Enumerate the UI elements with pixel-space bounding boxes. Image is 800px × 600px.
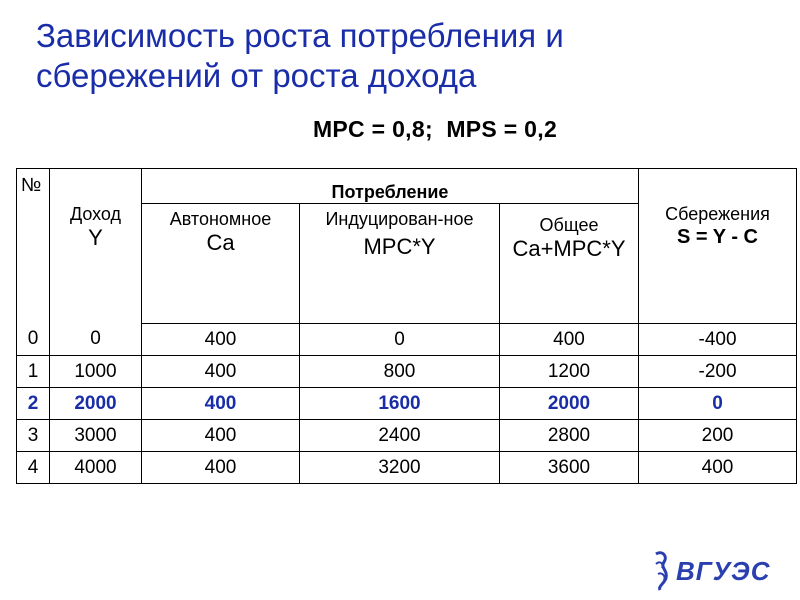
table-row bbox=[17, 324, 797, 356]
cell-income: 1000 bbox=[50, 356, 142, 388]
cell-savings: 0 bbox=[639, 388, 797, 420]
cell-autonomous: 400 bbox=[142, 356, 300, 388]
header-income bbox=[50, 169, 142, 324]
cell-income: 4000 bbox=[50, 452, 142, 484]
header-induced bbox=[300, 204, 500, 324]
cell-no: 3 bbox=[17, 420, 50, 452]
table-row-highlighted bbox=[17, 388, 797, 420]
cell-savings: -200 bbox=[639, 356, 797, 388]
header-income-symbol: Y bbox=[88, 225, 103, 250]
cell-no: 1 bbox=[17, 356, 50, 388]
cell-income: 2000 bbox=[50, 388, 142, 420]
header-total-symbol: Ca+MPC*Y bbox=[512, 236, 626, 261]
header-no: № bbox=[17, 169, 50, 324]
header-total-label: Общее bbox=[539, 215, 599, 235]
university-emblem-icon bbox=[652, 550, 674, 592]
cell-total: 1200 bbox=[500, 356, 639, 388]
subtitle-mps: MPS = 0,2 bbox=[446, 116, 558, 142]
header-savings-symbol: S = Y - C bbox=[677, 226, 758, 248]
header-autonomous bbox=[142, 204, 300, 324]
cell-autonomous: 400 bbox=[142, 420, 300, 452]
header-income-label: Доход bbox=[69, 204, 122, 224]
header-savings-label: Сбережения bbox=[665, 204, 770, 224]
slide-title bbox=[36, 16, 564, 96]
header-induced-symbol: MPC*Y bbox=[363, 234, 436, 259]
cell-induced: 0 bbox=[300, 324, 500, 356]
cell-induced: 2400 bbox=[300, 420, 500, 452]
consumption-savings-table bbox=[16, 168, 797, 484]
cell-savings: -400 bbox=[639, 324, 797, 356]
table-row bbox=[17, 452, 797, 484]
cell-autonomous: 400 bbox=[142, 452, 300, 484]
cell-no: 0 bbox=[17, 324, 50, 356]
table-row bbox=[17, 356, 797, 388]
header-autonomous-label: Автономное bbox=[169, 209, 272, 229]
cell-income: 3000 bbox=[50, 420, 142, 452]
cell-income: 0 bbox=[50, 324, 142, 356]
cell-total: 2000 bbox=[500, 388, 639, 420]
subtitle-mpc: MPC = 0,8; bbox=[312, 116, 433, 142]
cell-total: 2800 bbox=[500, 420, 639, 452]
cell-total: 3600 bbox=[500, 452, 639, 484]
cell-savings: 400 bbox=[639, 452, 797, 484]
cell-autonomous: 400 bbox=[142, 388, 300, 420]
table-row bbox=[17, 420, 797, 452]
cell-induced: 3200 bbox=[300, 452, 500, 484]
cell-savings: 200 bbox=[639, 420, 797, 452]
cell-induced: 800 bbox=[300, 356, 500, 388]
cell-total: 400 bbox=[500, 324, 639, 356]
header-induced-label: Индуцирован-ное bbox=[325, 209, 474, 229]
header-consumption-group: Потребление bbox=[142, 169, 639, 204]
logo-text: ВГУЭС bbox=[676, 556, 771, 586]
university-logo bbox=[652, 550, 782, 592]
cell-no: 2 bbox=[17, 388, 50, 420]
slide-title-line1: Зависимость роста потребления и bbox=[36, 17, 564, 54]
cell-autonomous: 400 bbox=[142, 324, 300, 356]
cell-induced: 1600 bbox=[300, 388, 500, 420]
header-total bbox=[500, 204, 639, 324]
cell-no: 4 bbox=[17, 452, 50, 484]
header-savings bbox=[639, 169, 797, 324]
slide-title-line2: сбережений от роста дохода bbox=[36, 57, 477, 94]
header-autonomous-symbol: Ca bbox=[206, 230, 235, 255]
slide-subtitle bbox=[0, 116, 800, 143]
